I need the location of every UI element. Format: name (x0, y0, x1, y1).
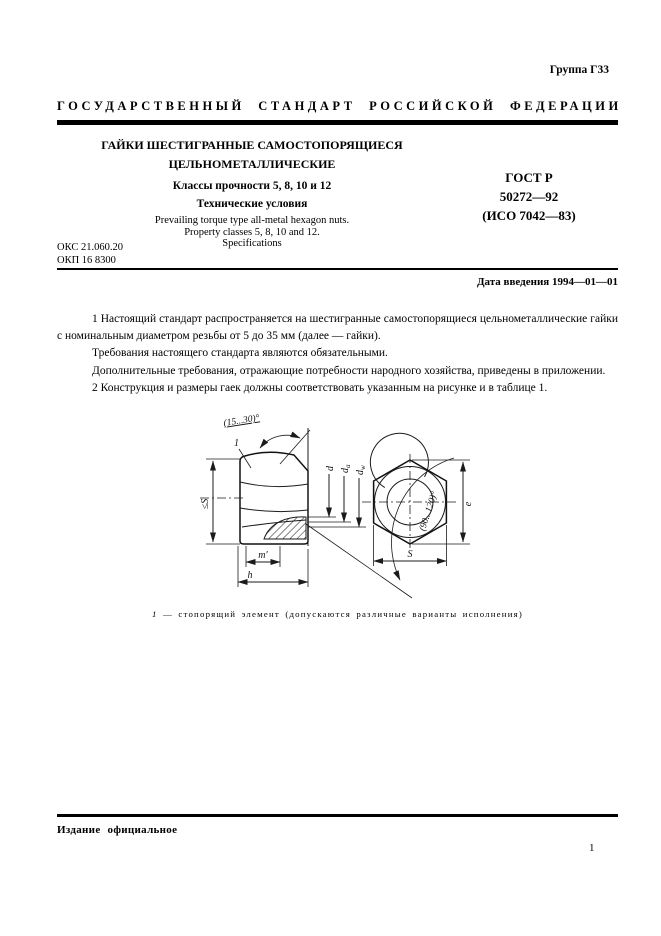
e-label: e (463, 501, 474, 507)
dw-label: $d_w$ (355, 465, 367, 475)
footer-rule (57, 814, 618, 817)
d-label: d (325, 466, 336, 471)
federal-standard-header: ГОСУДАРСТВЕННЫЙ СТАНДАРТ РОССИЙСКОЙ ФЕДЕРАЦИИ (57, 99, 622, 113)
paragraph-requirements: Требования настоящего стандарта являются обязательными. (92, 347, 388, 360)
title-en-line2: Property classes 5, 8, 10 and 12. (184, 226, 320, 238)
figure-caption-ref: 1 (152, 609, 158, 619)
doc-number-line3: (ИСО 7042—83) (482, 208, 576, 223)
doc-number-line1: ГОСТ Р (505, 170, 553, 185)
title-ru-line2: ЦЕЛЬНОМЕТАЛЛИЧЕСКИЕ (168, 157, 336, 171)
doc-number-line2: 50272—92 (499, 189, 559, 204)
specs-ru-line: Технические условия (196, 198, 308, 210)
cone-angle-label: (90...120)° (418, 490, 441, 533)
nut-drawing-figure (188, 414, 500, 606)
group-label: Группа Г33 (549, 64, 609, 76)
paragraph-scope: 1 Настоящий стандарт распространяется на шестигранные самостопорящиеся цельнометаллические гайки с номинальным диаметром резьбы от 5 до 35 мм (далее — гайки). (57, 313, 618, 343)
s-max-label: ≤S (200, 498, 211, 510)
classification-codes (57, 241, 123, 267)
paragraph-design: 2 Конструкция и размеры гаек должны соответствовать указанным на рисунке и в таблице 1. (92, 381, 548, 394)
chamfer-angle-label: (15...30)° (222, 414, 261, 429)
figure-caption (57, 609, 618, 619)
m-prime-label: m′ (258, 550, 268, 561)
body-paragraphs (57, 311, 618, 397)
doc-number-block (440, 168, 618, 225)
nut-technical-drawing (188, 414, 500, 606)
title-block (57, 136, 447, 250)
codes-rule (57, 268, 618, 270)
title-ru-line1: ГАЙКИ ШЕСТИГРАННЫЕ САМОСТОПОРЯЩИЕСЯ (101, 138, 403, 152)
strength-classes-line: Классы прочности 5, 8, 10 и 12 (172, 180, 332, 192)
da-label: $d_a$ (340, 464, 352, 473)
title-en-line3: Specifications (222, 238, 282, 249)
oks-code: ОКС 21.060.20 (57, 242, 123, 253)
locking-element-ref-label: 1 (234, 438, 239, 449)
paragraph-additional: Дополнительные требования, отражающие потребности народного хозяйства, приведены в приложении. (92, 364, 606, 377)
chamfer-angle-arc (260, 435, 300, 448)
header-rule (57, 120, 618, 125)
okp-code: ОКП 16 8300 (57, 255, 116, 266)
locking-element-hatch (264, 517, 306, 539)
page-number: 1 (589, 842, 595, 854)
h-label: h (247, 570, 253, 581)
title-en-line1: Prevailing torque type all-metal hexagon nuts. (154, 215, 350, 226)
s-label: S (407, 549, 413, 560)
nut-facet-line-lower (240, 508, 308, 512)
effective-date: Дата введения 1994—01—01 (476, 276, 618, 288)
nut-facet-line-upper (240, 482, 308, 487)
figure-caption-text: — стопорящий элемент (допускаются различные варианты исполнения) (163, 609, 523, 619)
official-edition-note: Издание официальное (57, 824, 178, 836)
thread-major-arc (370, 433, 428, 487)
